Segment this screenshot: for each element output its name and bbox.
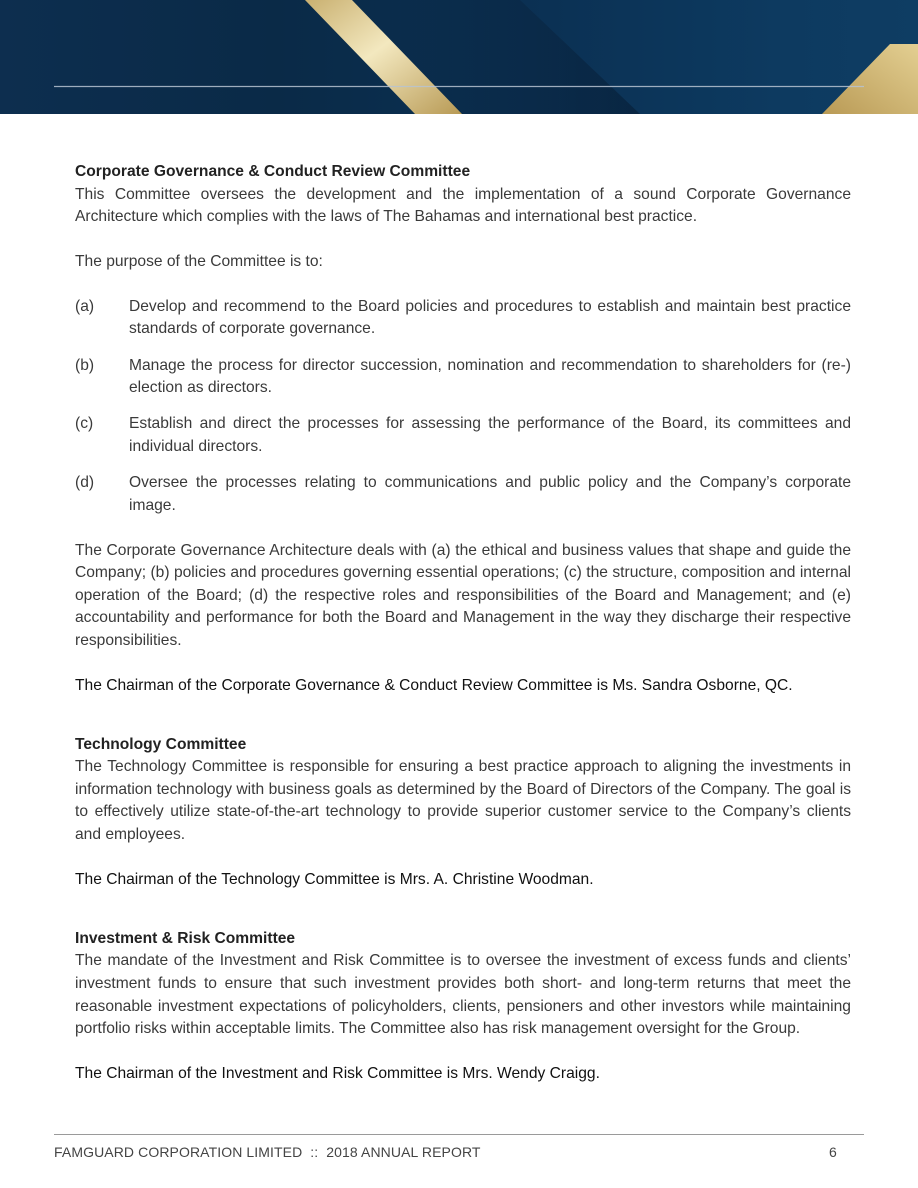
footer-divider bbox=[54, 1134, 864, 1135]
governance-chairman: The Chairman of the Corporate Governance & Conduct Review Committee is Ms. Sandra Osborne, QC. bbox=[75, 677, 793, 695]
banner-gold-corner bbox=[822, 44, 918, 114]
list-item-text: Manage the process for director succession, nomination and recommendation to shareholders for (re-) election as directors. bbox=[129, 356, 851, 397]
list-item bbox=[75, 472, 851, 517]
page-number: 6 bbox=[829, 1144, 837, 1160]
list-marker: (b) bbox=[75, 356, 95, 374]
technology-body: The Technology Committee is responsible for ensuring a best practice approach to aligning the investments in information technology with business goals as determined by the Board of Directors of the Company. The goal is to effectively utilize state-of-the-art technology to provide superior customer service to the Company’s clients and employees. bbox=[75, 758, 851, 844]
list-item bbox=[75, 413, 851, 458]
list-item-text: Oversee the processes relating to communications and public policy and the Company’s corporate image. bbox=[129, 473, 851, 514]
governance-intro: This Committee oversees the development and the implementation of a sound Corporate Governance Architecture which complies with the laws of The Bahamas and international best practice. bbox=[75, 185, 851, 226]
list-item bbox=[75, 355, 851, 400]
footer-report-title: FAMGUARD CORPORATION LIMITED :: 2018 ANNUAL REPORT bbox=[54, 1144, 481, 1160]
investment-chairman: The Chairman of the Investment and Risk Committee is Mrs. Wendy Craigg. bbox=[75, 1065, 600, 1083]
page-content bbox=[75, 161, 851, 1086]
list-marker: (c) bbox=[75, 415, 94, 433]
list-marker: (d) bbox=[75, 473, 95, 491]
governance-purpose-list bbox=[75, 296, 851, 517]
banner-graphic bbox=[0, 0, 918, 114]
investment-body: The mandate of the Investment and Risk Committee is to oversee the investment of excess funds and clients’ investment funds to ensure that such investment provides both short- and long-term returns that meet the reasonable investment expectations of policyholders, clients, pensioners and other investors while maintaining portfolio risks within acceptable limits. The Committee also has risk management oversight for the Group. bbox=[75, 952, 851, 1038]
investment-heading: Investment & Risk Committee bbox=[75, 929, 296, 947]
list-item-text: Establish and direct the processes for assessing the performance of the Board, its committees and individual directors. bbox=[129, 415, 851, 455]
list-marker: (a) bbox=[75, 297, 95, 315]
technology-heading: Technology Committee bbox=[75, 735, 247, 753]
list-item bbox=[75, 296, 851, 341]
governance-purpose-lead: The purpose of the Committee is to: bbox=[75, 252, 323, 270]
governance-architecture: The Corporate Governance Architecture deals with (a) the ethical and business values that shape and guide the Company; (b) policies and procedures governing essential operations; (c) the structure, composition and internal operation of the Board; (d) the respective roles and responsibilities of the Board and Management; and (e) accountability and performance for both the Board and Management in the way they discharge their respective responsibilities. bbox=[75, 541, 851, 649]
list-item-text: Develop and recommend to the Board policies and procedures to establish and maintain best practice standards of corporate governance. bbox=[129, 297, 851, 338]
governance-heading: Corporate Governance & Conduct Review Committee bbox=[75, 163, 471, 180]
technology-chairman: The Chairman of the Technology Committee is Mrs. A. Christine Woodman. bbox=[75, 871, 594, 889]
header-banner bbox=[0, 0, 918, 114]
